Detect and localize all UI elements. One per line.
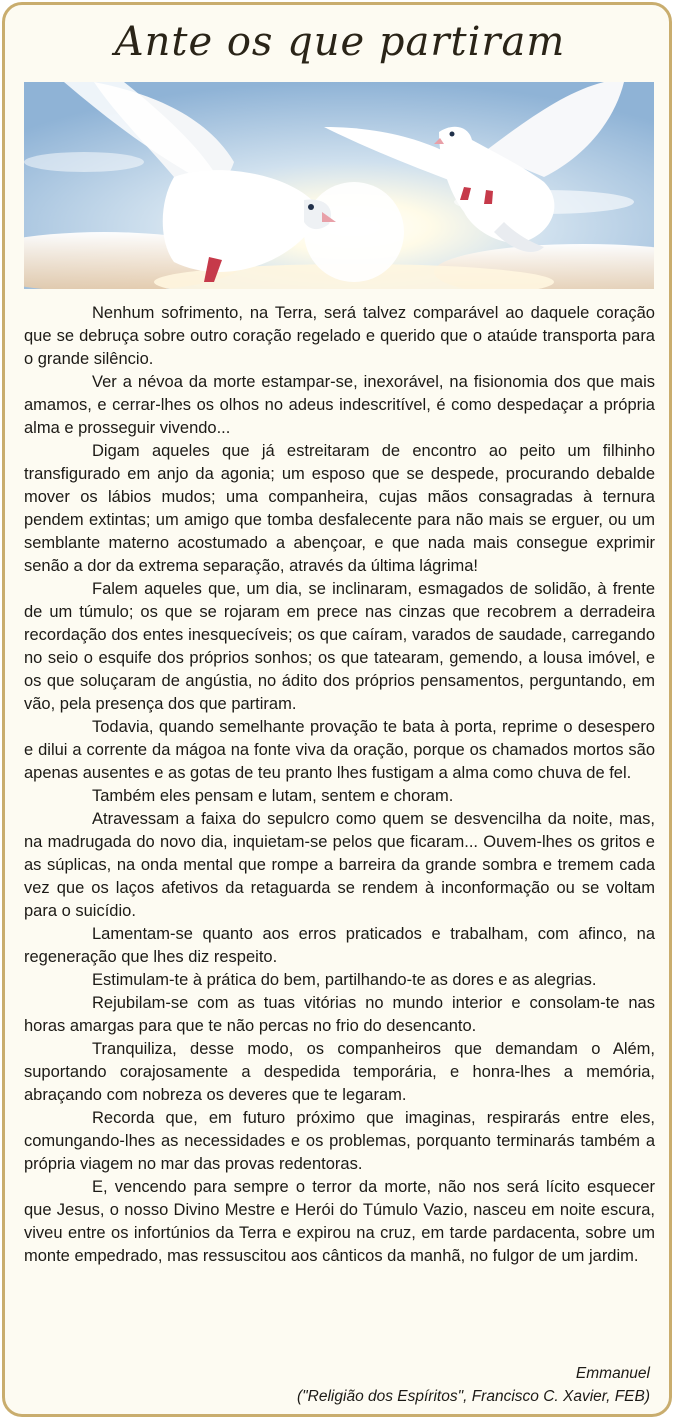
signature-block [297, 1362, 650, 1408]
paragraph: Tranquiliza, desse modo, os companheiros que demandam o Além, suportando corajosamente a despedida temporária, e honra-lhes a memória, abraçando com nobreza os deveres que te legaram. [24, 1040, 655, 1104]
paragraph: Recorda que, em futuro próximo que imaginas, respirarás entre eles, comungando-lhes as necessidades e os problemas, porquanto terminarás também a própria viagem no mar das provas redentoras. [24, 1109, 655, 1173]
paragraph: E, vencendo para sempre o terror da morte, não nos será lícito esquecer que Jesus, o nosso Divino Mestre e Herói do Túmulo Vazio, nasceu em noite escura, viveu entre os infortúnios da Terra e expirou na cruz, em tarde pardacenta, sobre um monte empedrado, mas ressuscitou aos cânticos da manhã, no fulgor de um jardim. [24, 1178, 655, 1265]
dove-illustration [24, 82, 654, 289]
paragraph: Também eles pensam e lutam, sentem e choram. [92, 787, 454, 805]
article-card [2, 2, 672, 1417]
paragraph: Estimulam-te à prática do bem, partilhando-te as dores e as alegrias. [92, 971, 597, 989]
author-name: Emmanuel [575, 1365, 650, 1382]
paragraph: Atravessam a faixa do sepulcro como quem se desvencilha da noite, mas, na madrugada do novo dia, inquietam-se pelos que ficaram... Ouvem-lhes os gritos e as súplicas, na onda mental que rompe a barreira da grande sombra e tremem cada vez que os laços afetivos da retaguarda se rendem à inconformação ou se voltam para o suicídio. [24, 810, 655, 920]
paragraph: Nenhum sofrimento, na Terra, será talvez comparável ao daquele coração que se debruça sobre outro coração regelado e querido que o ataúde transporta para o grande silêncio. [24, 304, 655, 368]
paragraph: Ver a névoa da morte estampar-se, inexorável, na fisionomia dos que mais amamos, e cerrar-lhes os olhos no adeus indescritível, é como despedaçar a própria alma e prosseguir vivendo... [24, 373, 655, 437]
paragraph: Todavia, quando semelhante provação te bata à porta, reprime o desespero e dilui a corrente da mágoa na fonte viva da oração, porque os chamados mortos são apenas ausentes e as gotas de teu pranto lhes fustigam a alma como chuva de fel. [24, 718, 655, 782]
paragraph: Falem aqueles que, um dia, se inclinaram, esmagados de solidão, à frente de um túmulo; os que se rojaram em prece nas cinzas que recobrem a derradeira recordação dos entes inesquecíveis; os que caíram, varados de saudade, carregando no seio o esquife dos próprios sonhos; os que tatearam, gemendo, a lousa imóvel, e os que soluçaram de angústia, no ádito dos próprios pensamentos, perguntando, em vão, pela presença dos que partiram. [24, 580, 655, 713]
article-body [24, 302, 655, 1268]
paragraph: Digam aqueles que já estreitaram de encontro ao peito um filhinho transfigurado em anjo da agonia; um esposo que se despede, procurando debalde mover os lábios mudos; uma companheira, cujas mãos consagradas à ternura pendem extintas; um amigo que tomba desfalecente para não mais se erguer, ou um semblante materno acostumado a abençoar, e que nada mais consegue exprimir senão a dor da extrema separação, através da última lágrima! [24, 442, 655, 575]
source-citation: ("Religião dos Espíritos", Francisco C. Xavier, FEB) [297, 1388, 650, 1405]
page-title: Ante os que partiram [114, 19, 566, 65]
paragraph: Rejubilam-se com as tuas vitórias no mundo interior e consolam-te nas horas amargas para que te não percas no frio do desencanto. [24, 994, 655, 1035]
paragraph: Lamentam-se quanto aos erros praticados e trabalham, com afinco, na regeneração que lhes diz respeito. [24, 925, 655, 966]
